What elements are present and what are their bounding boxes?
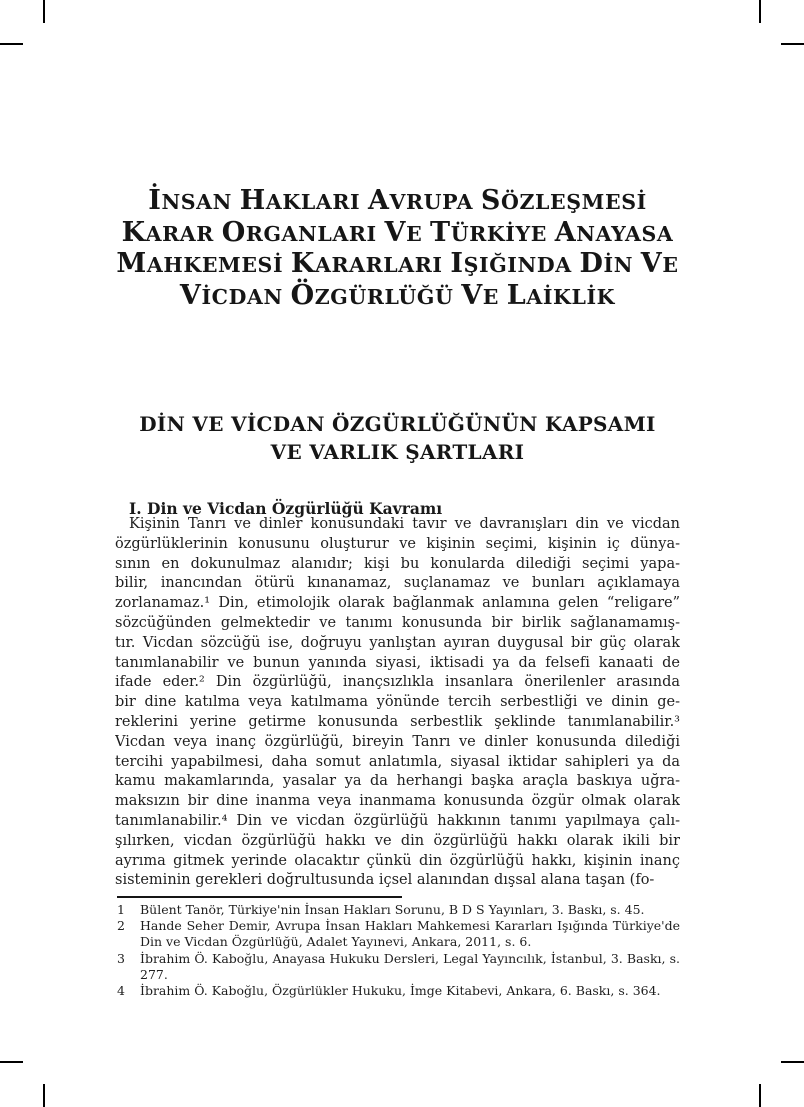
footnote-text: Bülent Tanör, Türkiye'nin İnsan Hakları Sorunu, B D S Yayınları, 3. Baskı, s. 45. — [140, 902, 645, 917]
body-line: ayrıma gitmek yerinde olacaktır çünkü din özgürlüğü hakkı, kişinin inanç — [115, 852, 680, 869]
body-line: Kişinin Tanrı ve dinler konusundaki tavır ve davranışları din ve vicdan — [129, 516, 680, 532]
crop-mark-bottom-left-vertical — [43, 1084, 45, 1107]
article-title — [110, 186, 685, 312]
footnote-text: İbrahim Ö. Kaboğlu, Özgürlükler Hukuku, İmge Kitabevi, Ankara, 6. Baskı, s. 364. — [140, 983, 661, 999]
body-line: tanımlanabilir.⁴ Din ve vicdan özgürlüğü hakkının tanımı yapılmaya çalı- — [115, 812, 680, 829]
crop-mark-bottom-right-vertical — [759, 1084, 761, 1107]
body-line: sözcüğünden gelmektedir ve tanımı konusunda bir birlik sağlanamamış- — [115, 614, 680, 631]
chapter-heading-line: VE VARLIK ŞARTLARI — [270, 440, 525, 465]
article-title-line: İNSAN HAKLARI AVRUPA SÖZLEŞMESİ — [148, 185, 647, 217]
article-title-line: VİCDAN ÖZGÜRLÜĞÜ VE LAİKLİK — [179, 279, 616, 311]
body-line: maksızın bir dine inanma veya inanmama konusunda özgür olmak olarak — [115, 793, 680, 810]
footnote-text: Hande Seher Demir, Avrupa İnsan Hakları Mahkemesi Kararları Işığında Türkiye'de Din ve Vicdan Özgürlüğü, Adalet Yayınevi, Ankara, 2011, s. 6. — [140, 918, 680, 950]
body-line: kamu makamlarında, yasalar ya da herhangi başka araçla baskıya uğra- — [115, 773, 680, 790]
footnote-number: 4 — [117, 983, 125, 999]
body-line: şılırken, vicdan özgürlüğü hakkı ve din özgürlüğü hakkı olarak ikili bir — [115, 832, 680, 849]
crop-mark-top-right-vertical — [759, 0, 761, 23]
article-title-line: KARAR ORGANLARI VE TÜRKİYE ANAYASA — [121, 216, 674, 248]
footnote-item — [117, 902, 680, 918]
crop-mark-bottom-left-horizontal — [0, 1061, 23, 1063]
body-line: reklerini yerine getirme konusunda serbestlik şeklinde tanımlanabilir.³ — [115, 713, 680, 730]
body-line: zorlanamaz.¹ Din, etimolojik olarak bağlanmak anlamına gelen “religare” — [115, 595, 680, 612]
footnote-item — [117, 951, 680, 983]
chapter-heading-line: DİN VE VİCDAN ÖZGÜRLÜĞÜNÜN KAPSAMI — [139, 411, 656, 436]
body-line: sının en dokunulmaz alanıdır; kişi bu konularda dilediği seçimi yapa- — [115, 555, 680, 572]
chapter-heading — [110, 410, 685, 467]
crop-mark-bottom-right-horizontal — [781, 1061, 804, 1063]
footnote-separator — [117, 896, 402, 898]
body-line: özgürlüklerinin konusunu oluşturur ve kişinin seçimi, kişinin iç dünya- — [115, 535, 680, 552]
crop-mark-top-left-vertical — [43, 0, 45, 23]
footnote-number: 3 — [117, 950, 125, 966]
footnote-item — [117, 918, 680, 950]
footnote-item — [117, 983, 680, 999]
footnote-number: 1 — [117, 902, 125, 917]
footnotes — [117, 902, 680, 999]
body-paragraph — [115, 515, 680, 891]
body-line: sisteminin gerekleri doğrultusunda içsel alanından dışsal alana taşan (fo- — [115, 872, 655, 889]
body-line: tercihi yapabilmesi, daha somut anlatımla, siyasal iktidar sahipleri ya da — [115, 753, 680, 770]
body-line: tanımlanabilir ve bunun yanında siyasi, iktisadi ya da felsefi kanaati de — [115, 654, 680, 671]
body-line: ifade eder.² Din özgürlüğü, inançsızlıkla insanlara önerilenler arasında — [115, 674, 680, 691]
crop-mark-top-right-horizontal — [781, 43, 804, 45]
footnote-text: İbrahim Ö. Kaboğlu, Anayasa Hukuku Dersleri, Legal Yayıncılık, İstanbul, 3. Baskı, s. 277. — [140, 950, 680, 982]
article-title-line: MAHKEMESİ KARARLARI IŞIĞINDA DİN VE — [116, 248, 679, 280]
crop-mark-top-left-horizontal — [0, 43, 23, 45]
footnote-number: 2 — [117, 918, 125, 934]
body-line: bir dine katılma veya katılmama yönünde tercih serbestliği ve dinin ge- — [115, 694, 680, 711]
body-line: tır. Vicdan sözcüğü ise, doğruyu yanlıştan ayıran duygusal bir güç olarak — [115, 634, 680, 651]
body-line: bilir, inancından ötürü kınanamaz, suçlanamaz ve bunları açıklamaya — [115, 575, 680, 592]
body-line: Vicdan veya inanç özgürlüğü, bireyin Tanrı ve dinler konusunda dilediği — [115, 733, 680, 750]
subsection-heading: I. Din ve Vicdan Özgürlüğü Kavramı — [129, 498, 443, 518]
